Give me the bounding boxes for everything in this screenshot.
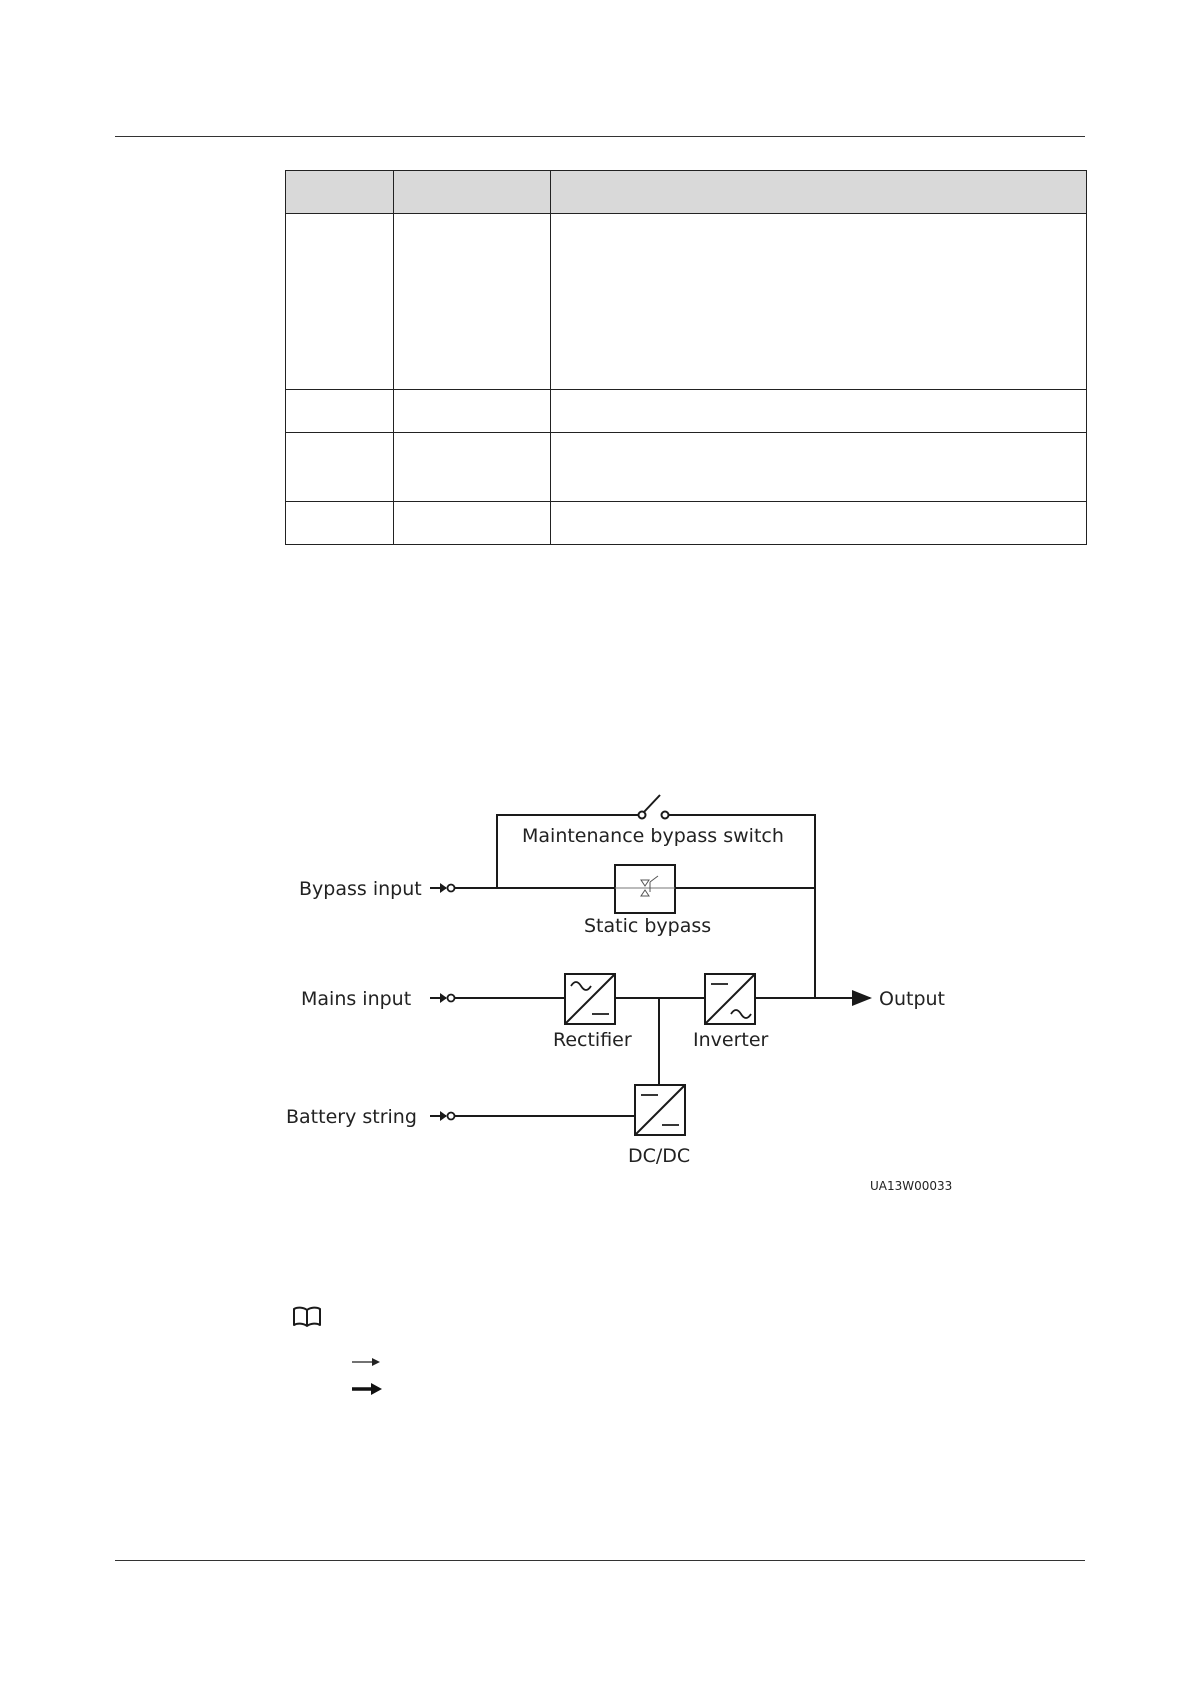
table-cell [394, 502, 551, 545]
table-cell [286, 433, 394, 502]
ups-block-diagram [270, 780, 970, 1205]
table-header-row [286, 171, 1087, 214]
figure-code-label: UA13W00033 [870, 1179, 953, 1193]
table-cell [551, 502, 1087, 545]
table-row [286, 433, 1087, 502]
maintenance-bypass-switch-label: Maintenance bypass switch [522, 825, 784, 847]
table-row [286, 214, 1087, 390]
bypass-input-connector-icon [430, 883, 455, 893]
inverter-icon [705, 974, 755, 1024]
thin-arrow-icon [352, 1356, 382, 1368]
bypass-input-label: Bypass input [299, 878, 422, 900]
table-header-cell [286, 171, 394, 214]
table-cell [286, 214, 394, 390]
table-header-cell [551, 171, 1087, 214]
thick-arrow-icon [352, 1381, 384, 1397]
book-icon [292, 1306, 322, 1328]
battery-string-label: Battery string [286, 1106, 417, 1128]
mains-input-label: Mains input [301, 988, 412, 1010]
static-bypass-icon [615, 865, 675, 913]
dc-dc-converter-icon [635, 1085, 685, 1135]
static-bypass-label: Static bypass [584, 915, 712, 937]
rectifier-icon [565, 974, 615, 1024]
table-cell [394, 433, 551, 502]
rectifier-label: Rectifier [553, 1029, 632, 1051]
footer-rule [115, 1560, 1085, 1561]
table-cell [394, 390, 551, 433]
table-cell [551, 390, 1087, 433]
table-cell [286, 502, 394, 545]
table-row [286, 502, 1087, 545]
battery-string-connector-icon [430, 1111, 455, 1121]
maintenance-bypass-switch-icon [639, 795, 669, 819]
table-cell [551, 214, 1087, 390]
table-cell [286, 390, 394, 433]
mains-input-connector-icon [430, 993, 455, 1003]
output-label: Output [879, 988, 945, 1010]
dc-dc-label: DC/DC [628, 1145, 691, 1167]
header-rule [115, 136, 1085, 137]
table-header-cell [394, 171, 551, 214]
table-row [286, 390, 1087, 433]
inverter-label: Inverter [693, 1029, 769, 1051]
table-cell [551, 433, 1087, 502]
table-cell [394, 214, 551, 390]
parameter-table [285, 170, 1087, 545]
